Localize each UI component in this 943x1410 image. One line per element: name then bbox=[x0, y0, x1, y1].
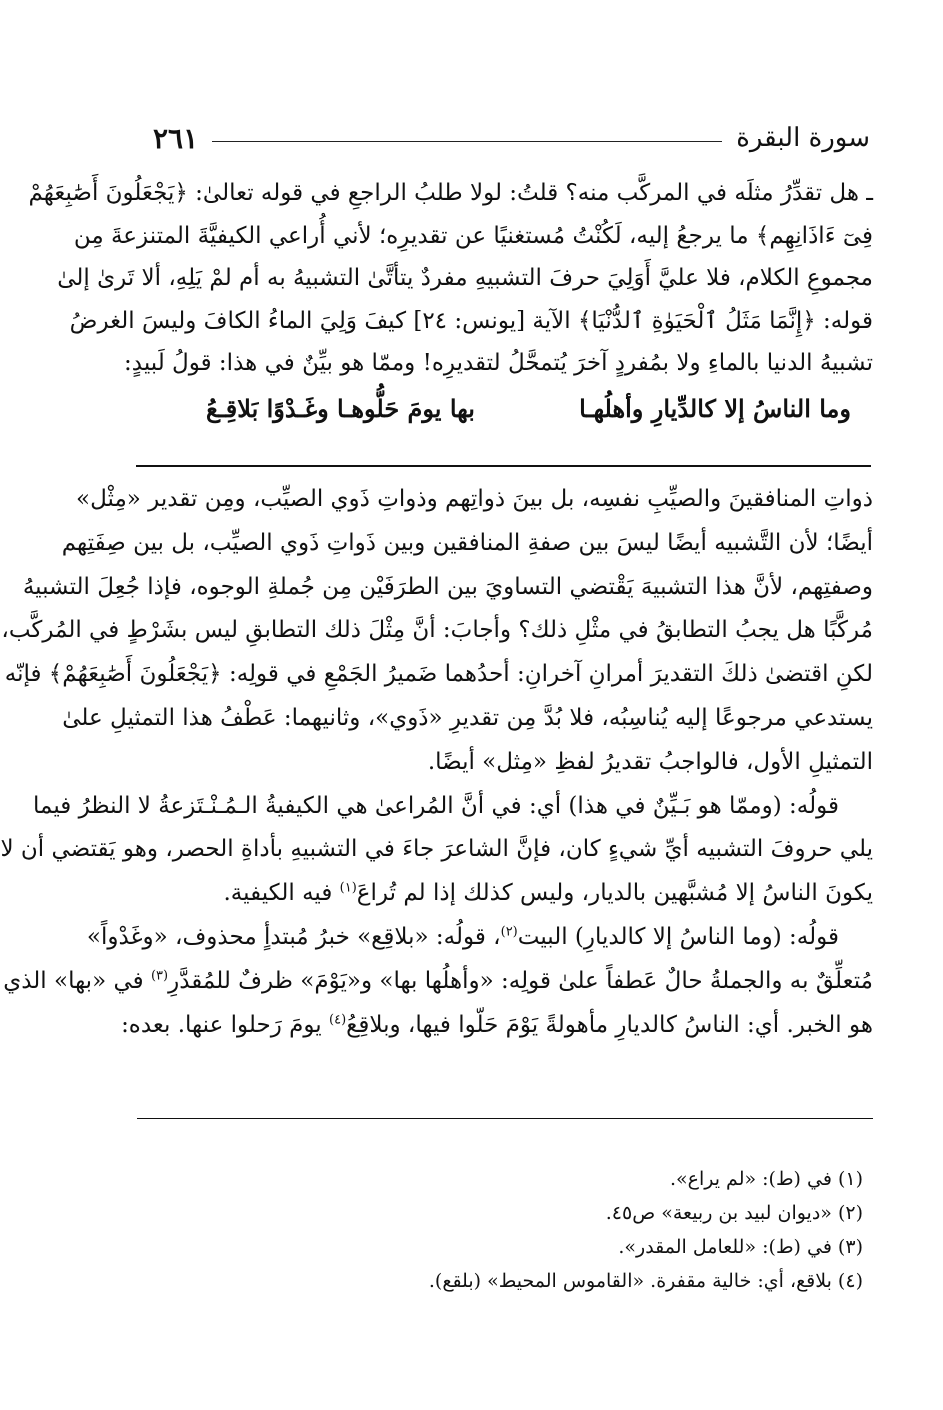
text-line: مُركَّبًا هل يجبُ التطابقُ في مثْلِ ذلك؟ وأجابَ: أنَّ مِثْلَ ذلك التطابقِ ليس بشَرْطٍ في المُركَّب، bbox=[1, 617, 873, 644]
page-number: ٢٦١ bbox=[153, 121, 199, 155]
text-line: فِىٓ ءَاذَانِهِم﴾ ما يرجعُ إليه، لَكُنْتُ مُستغنيًا عن تقديرِه؛ لأني أُراعي الكيفيَّةَ المتنزعةَ مِن bbox=[73, 222, 873, 249]
running-header bbox=[153, 118, 870, 158]
text-line bbox=[3, 960, 873, 1004]
text-line: أيضًا؛ لأن التَّشبيه أيضًا ليسَ بين صفةِ المنافقين وبين ذَواتِ ذَوي الصيِّب، بل بين صِفَتِهم bbox=[61, 529, 873, 556]
header-rule bbox=[212, 141, 722, 142]
footnotes bbox=[258, 1162, 863, 1298]
text-line: مجموعِ الكلام، فلا عليَّ أَوَلِيَ حرفَ التشبيهِ مفردٌ يتأتَّىٰ التشبيهُ به أم لمْ يَلِهِ، ألا تَرىٰ إلىٰ bbox=[57, 265, 873, 291]
footnote-marker[interactable]: (١) bbox=[339, 880, 357, 896]
footnote-item: (٢) «ديوان لبيد بن ربيعة» ص٤٥. bbox=[605, 1202, 863, 1224]
footnote-marker[interactable]: (٣) bbox=[150, 968, 169, 984]
text-run: مُتعلِّقٌ به والجملةُ حالٌ عَطفاً علىٰ قولِه: «وأهلُها بها» و«يَوْمَ» ظرفٌ للمُقدَّرِ bbox=[168, 967, 873, 994]
footnote-rule bbox=[137, 1118, 873, 1119]
text-run: ، قولُه: «بلاقِع» خبرُ مُبتدأٍ محذوف، «وغَدْواً» bbox=[86, 923, 501, 950]
text-run: قولُه: (وما الناسُ إلا كالديارِ) البيت bbox=[517, 923, 839, 950]
surah-title: سورة البقرة bbox=[736, 123, 870, 153]
commentary-text bbox=[0, 478, 873, 1047]
text-line bbox=[136, 872, 873, 916]
footnote-marker[interactable]: (٢) bbox=[500, 924, 518, 940]
verse-hemistich-second: بها يومَ حَلُّوهـا وغَـدْوًا بَلاقِـعُ bbox=[206, 393, 475, 423]
text-line: يستدعي مرجوعًا إليه يُناسِبُه، فلا بُدَّ مِن تقديرِ «ذَوي»، وثانيهما: عَطْفُ هذا التمثيلِ علىٰ bbox=[62, 704, 873, 731]
main-text bbox=[28, 172, 873, 431]
text-run: يكونَ الناسُ إلا مُشبَّهين بالديار، وليس كذلك إذا لم تُراعَ bbox=[356, 880, 873, 907]
text-line: وصفتِهم، لأنَّ هذا التشبيهَ يَقْتضي التساويَ بين الطرَفَيْن مِن جُملةِ الوجوه، فإذا جُعِلَ التشبيهُ bbox=[22, 573, 873, 600]
text-line: تشبيهُ الدنيا بالماءِ ولا بمُفردٍ آخرَ يُتمحَّلُ لتقديرِه! وممّا هو بيِّنٌ في هذا: قولُ لَبيدٍ: bbox=[124, 350, 873, 376]
text-run: في «بها» الذي bbox=[3, 967, 151, 994]
text-run: يومَ رَحلوا عنها. بعده: bbox=[121, 1011, 329, 1038]
text-line: يلي حروفَ التشبيه أيِّ شيءٍ كان، فإنَّ الشاعرَ جاءَ في التشبيهِ بأداةِ الحصر، وهو يَقتضي أن لا bbox=[0, 836, 873, 863]
text-line: قوله: ﴿إِنَّمَا مَثَلُ ٱلْحَيَوٰةِ ٱلدُّنْيَا﴾ الآية [يونس: ٢٤] كيفَ وَلِيَ الماءُ الكافَ وليسَ الغرضُ bbox=[69, 307, 873, 334]
text-line: ذواتِ المنافقينَ والصيِّبِ نفسِه، بل بينَ ذواتِهم وذواتِ ذَوي الصيِّب، ومِن تقدير «مِثْل» bbox=[76, 486, 873, 512]
text-run: فيه الكيفية. bbox=[223, 880, 340, 907]
poetry-verse bbox=[136, 387, 873, 431]
text-line: التمثيلِ الأول، فالواجبُ تقديرُ لفظِ «مِثل» أيضًا. bbox=[427, 748, 873, 775]
footnote-marker[interactable]: (٤) bbox=[329, 1011, 347, 1027]
section-divider bbox=[136, 465, 871, 467]
footnote-item: (٣) في (ط): «للعامل المقدر». bbox=[618, 1236, 863, 1258]
text-line bbox=[86, 916, 873, 960]
text-line: لكنِ اقتضىٰ ذلكَ التقديرَ أمرانِ آخرانِ: أحدُهما ضَميرُ الجَمْعِ في قولِه: ﴿يَجْعَلُونَ أَصَٰبِعَهُمْ﴾ فإنّه bbox=[4, 661, 873, 688]
text-line: ـ هل تقدِّرُ مثلَه في المركَّب منه؟ قلتُ: لولا طلبُ الراجعِ في قوله تعالىٰ: ﴿يَجْعَلُونَ أَصَٰبِعَهُمْ bbox=[28, 180, 873, 206]
text-line bbox=[121, 1004, 873, 1048]
footnote-item: (٤) بلاقع، أي: خالية مقفرة. «القاموس المحيط» (بلقع). bbox=[428, 1270, 863, 1292]
verse-hemistich-first: وما الناسُ إلا كالدِّيارِ وأهلُهـا bbox=[579, 393, 851, 423]
text-line: قولُه: (وممّا هو بَـيِّنٌ في هذا) أي: في أنَّ المُراعىٰ هي الكيفيةُ الـمُـنْـتَزعةُ لا النظرُ فيما bbox=[33, 792, 839, 819]
footnote-item: (١) في (ط): «لم يراع». bbox=[669, 1168, 863, 1190]
text-run: هو الخبر. أي: الناسُ كالديارِ مأهولةً يَوْمَ حَلّوا فيها، وبلاقِعُ bbox=[346, 1011, 873, 1038]
